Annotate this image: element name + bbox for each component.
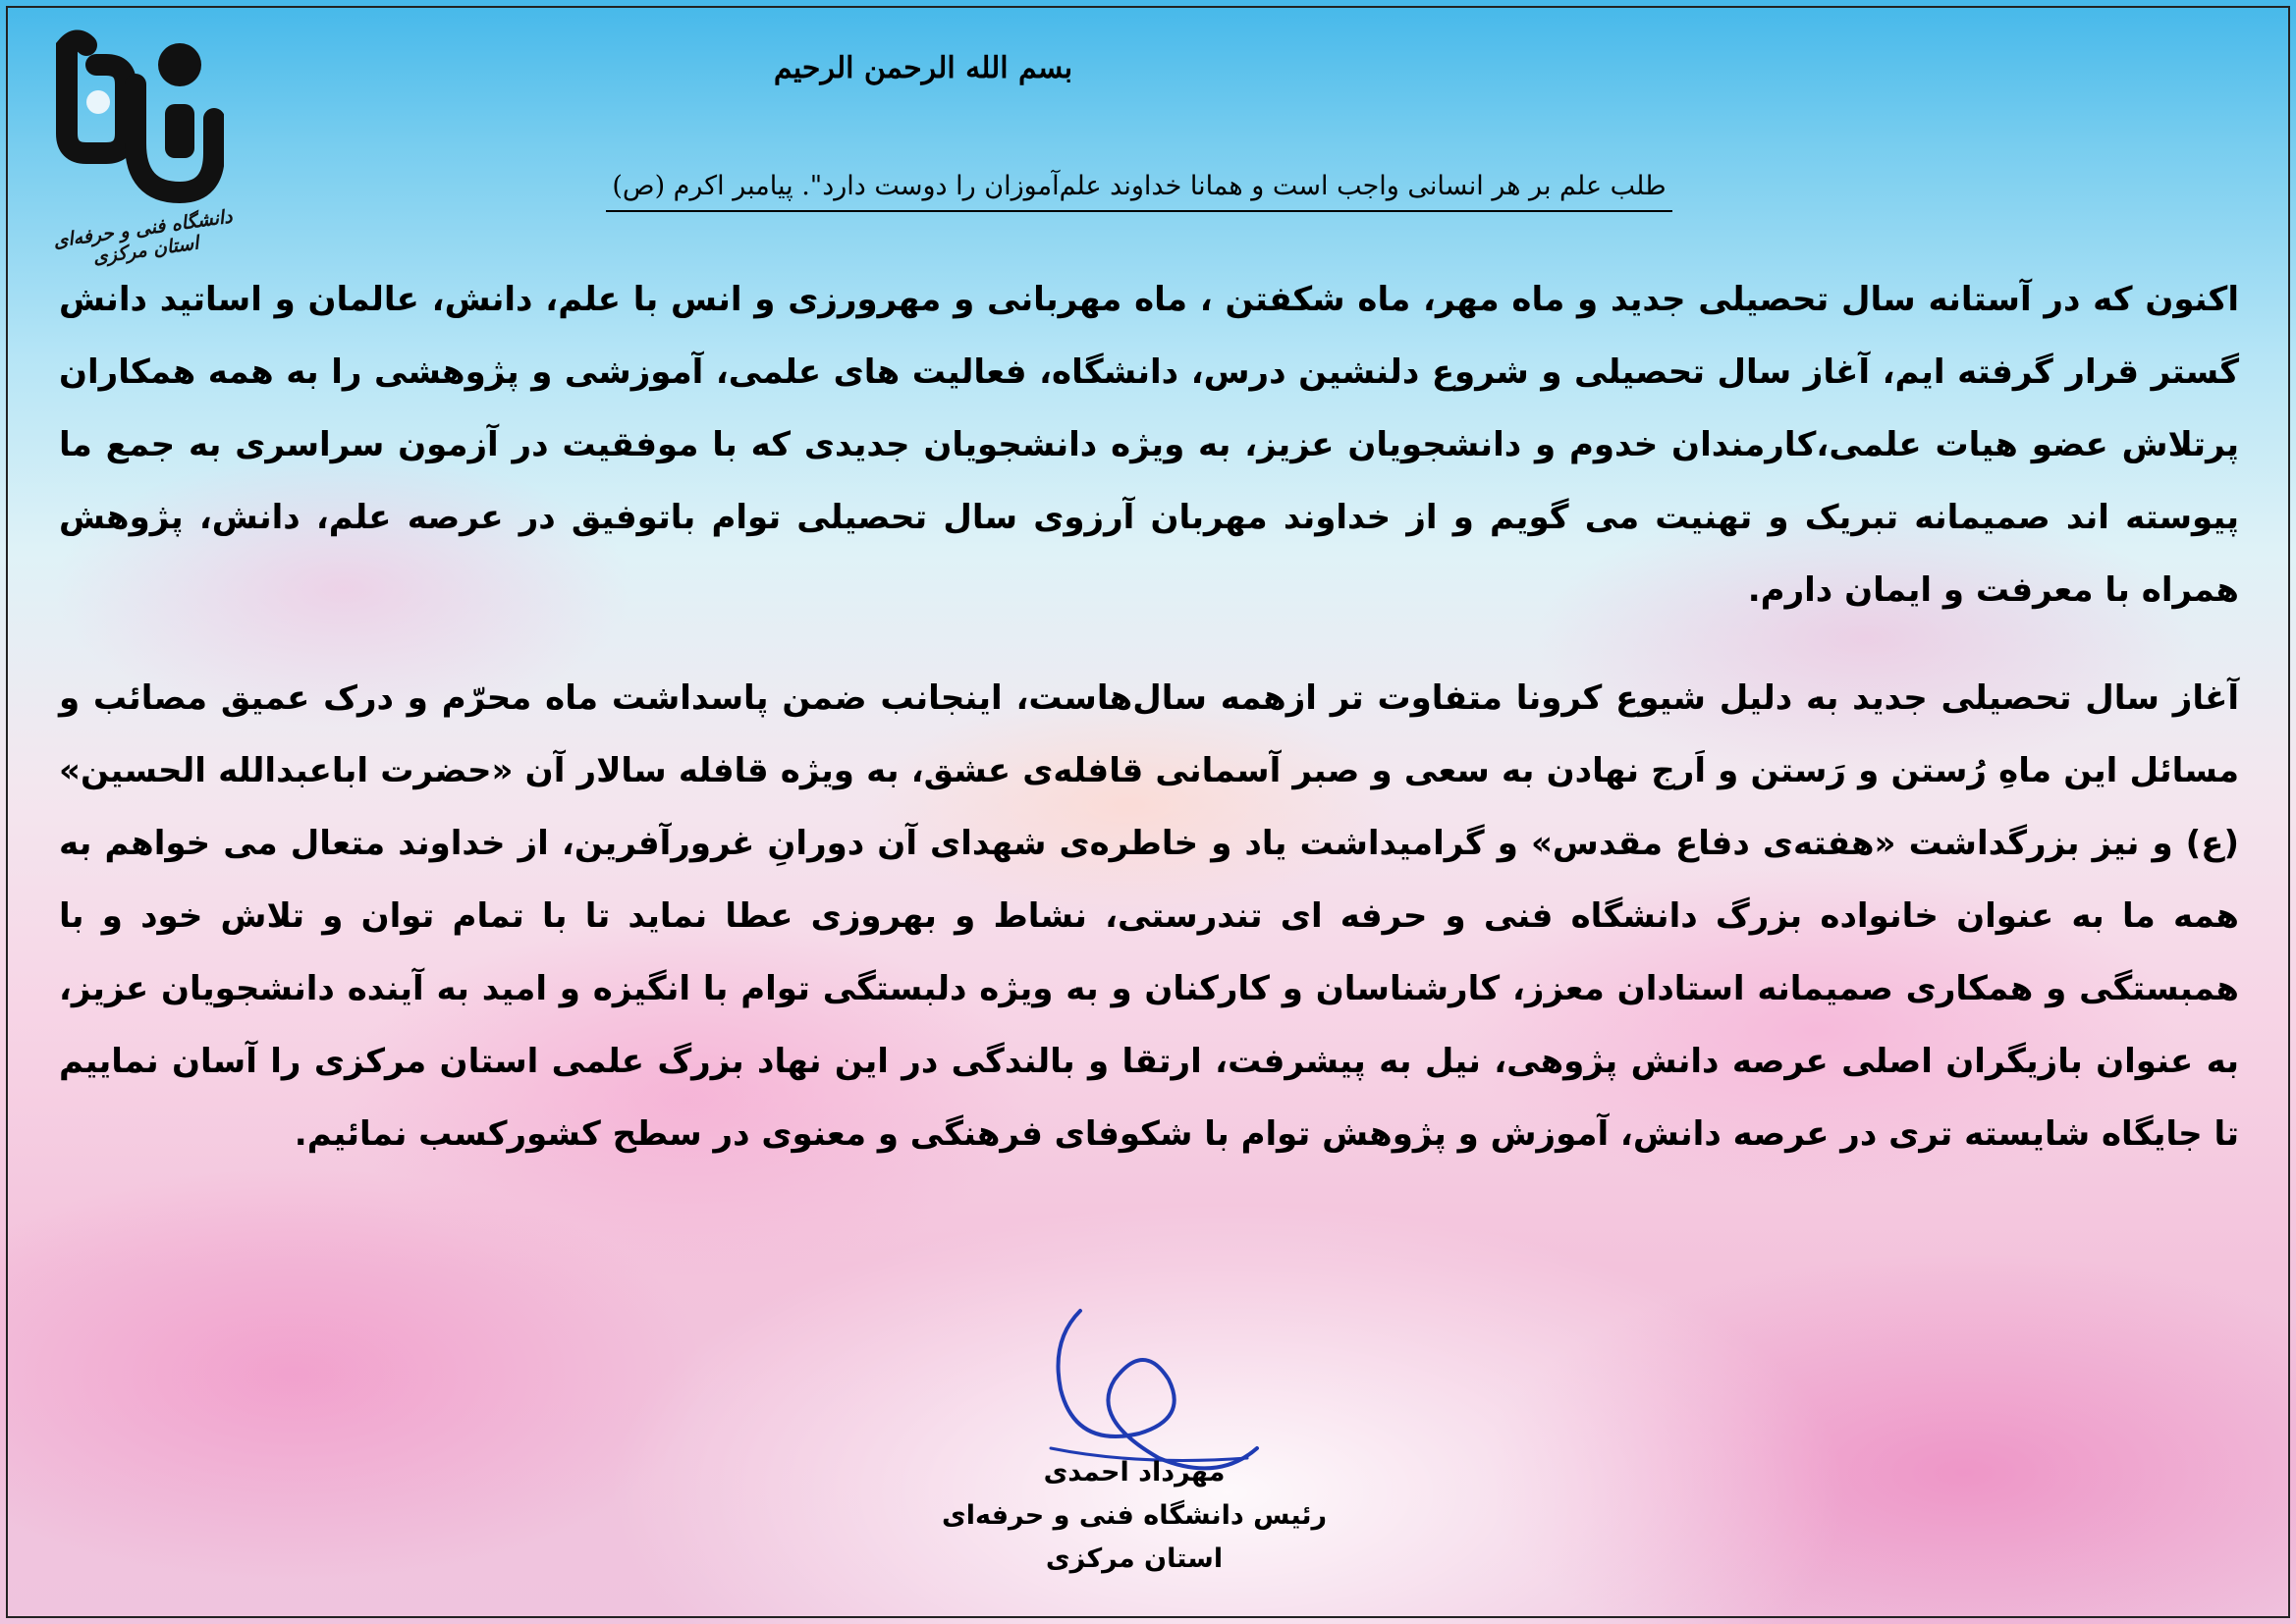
hadith-quote-wrap xyxy=(432,165,1846,212)
signer-name: مهرداد احمدی xyxy=(1043,1457,1226,1488)
signature-block xyxy=(913,1451,1355,1581)
logo-caption: دانشگاه فنی و حرفه‌ای استان مرکزی xyxy=(52,205,234,269)
letter-paragraph-2: آغاز سال تحصیلی جدید به دلیل شیوع کرونا متفاوت تر ازهمه سال‌هاست، اینجانب ضمن پاسداشت ماه محرّم و درک عمیق مصائب و مسائل این ماهِ رُستن و رَستن و اَرج نهادن به سعی و صبر آسمانی قافله‌ی عشق، به ویژه قافله سالار آن «حضرت اباعبدالله الحسین» (ع) و نیز بزرگداشت «هفته‌ی دفاع مقدس» و گرامیداشت یاد و خاطره‌ی شهدای آن دورانِ غرورآفرین، از خداوند متعال می خواهم به همه ما به عنوان خانواده بزرگ دانشگاه فنی و حرفه ای تندرستی، نشاط و بهروزی عطا نماید تا با تمام توان و تلاش خود و با همبستگی و همکاری صمیمانه استادان معزز، کارشناسان و کارکنان و به ویژه دلبستگی توام با انگیزه و امید به آینده دانشجویان عزیز، به عنوان بازیگران اصلی عرصه دانش پژوهی، نیل به پیشرفت، ارتقا و بالندگی در این نهاد بزرگ علمی استان مرکزی را آسان نماییم تا جایگاه شایسته تری در عرصه دانش، آموزش و پژوهش توام با شکوفای فرهنگی و معنوی در سطح کشورکسب نمائیم. xyxy=(59,678,2239,1154)
page-header xyxy=(373,45,1473,92)
signer-title-line-2: استان مرکزی xyxy=(1045,1543,1224,1574)
signer-title-line-1: رئیس دانشگاه فنی و حرفه‌ای xyxy=(941,1500,1328,1531)
letter-body xyxy=(59,263,2239,1170)
letter-paragraph-1: اکنون که در آستانه سال تحصیلی جدید و ماه مهر، ماه شکفتن ، ماه مهربانی و مهرورزی و انس با علم، دانش، عالمان و اساتید دانش گستر قرار گرفته ایم، آغاز سال تحصیلی و شروع دلنشین درس، دانشگاه، فعالیت های علمی، آموزشی و پژوهشی را به همه همکاران پرتلاش عضو هیات علمی،کارمندان خدوم و دانشجویان عزیز، به ویژه دانشجویان جدیدی که با موفقیت در آزمون سراسری به جمع ما پیوسته اند صمیمانه تبریک و تهنیت می گویم و از خداوند مهربان آرزوی سال تحصیلی توام باتوفیق در عرصه علم، دانش، پژوهش همراه با معرفت و ایمان دارم. xyxy=(59,280,2239,610)
university-logo-icon xyxy=(18,26,224,222)
hadith-quote: طلب علم بر هر انسانی واجب است و همانا خداوند علم‌آموزان را دوست دارد". پیامبر اکرم (ص) xyxy=(606,165,1671,212)
basmala-heading: بسم الله الرحمن الرحیم xyxy=(773,51,1073,85)
university-logo xyxy=(18,26,234,269)
